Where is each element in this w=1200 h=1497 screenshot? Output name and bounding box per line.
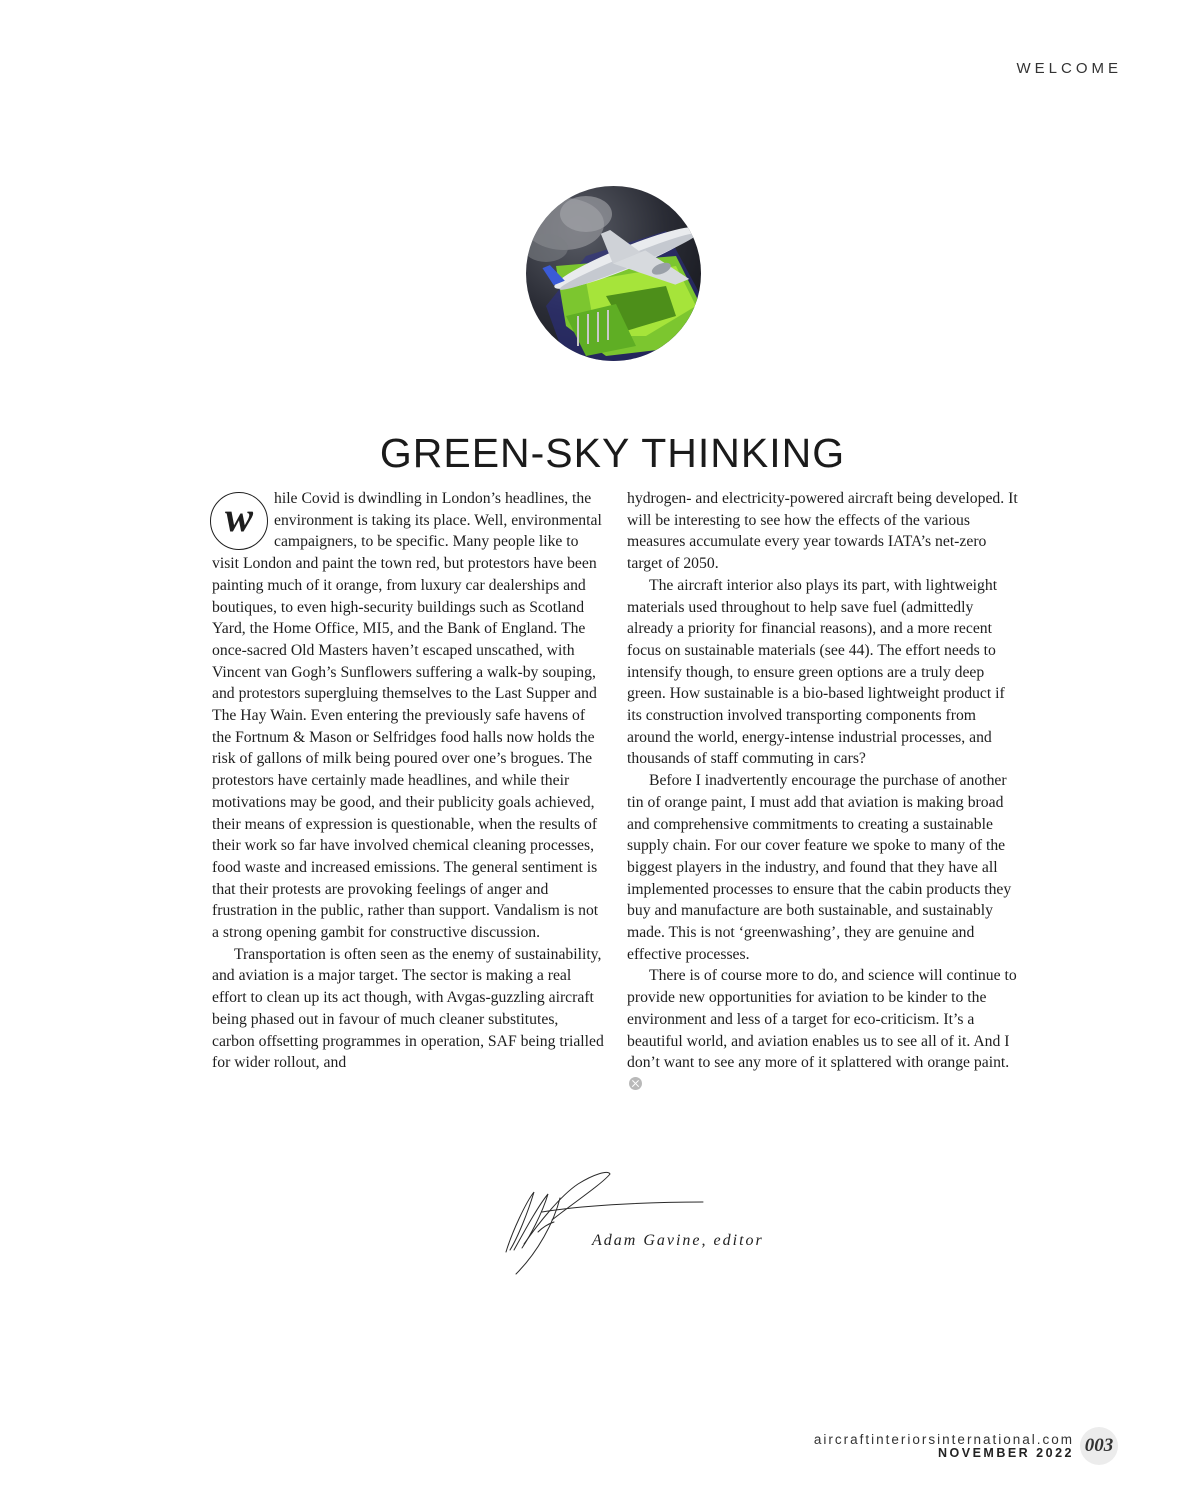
- article-column-left: [212, 488, 604, 1074]
- author-byline: Adam Gavine, editor: [592, 1232, 764, 1249]
- article-headline: GREEN-SKY THINKING: [379, 430, 846, 476]
- handwritten-signature: [498, 1162, 713, 1287]
- aircraft-green-graphic-image: [526, 186, 701, 361]
- footer-website: aircraftinteriorsinternational.com: [813, 1432, 1074, 1447]
- hero-image: [526, 186, 701, 361]
- paragraph-1: hile Covid is dwindling in London’s headlines, the environment is taking its place. Well, environmental campaigners, to be specific. Many people like to visit London and paint the town red, but protestors have been painting much of it orange, from luxury car dealerships and boutiques, to even high-security buildings such as Scotland Yard, the Home Office, MI5, and the Bank of England. The once-sacred Old Masters haven’t escaped unscathed, with Vincent van Gogh’s Sunflowers suffering a walk-by souping, and protestors supergluing themselves to the Last Supper and The Hay Wain. Even entering the previously safe havens of the Fortnum & Mason or Selfridges food halls now holds the risk of gallons of milk being poured over one’s brogues. The protestors have certainly made headlines, and while their motivations may be good, and their publicity goals achieved, their means of expression is questionable, when the results of their work so far have involved chemical cleaning processes, food waste and increased emissions. The general sentiment is that their protests are provoking feelings of anger and frustration in the public, rather than support. Vandalism is not a strong opening gambit for constructive discussion.: [212, 490, 602, 942]
- section-label: WELCOME: [1016, 60, 1122, 77]
- drop-cap: w: [210, 492, 268, 550]
- paragraph-5: There is of course more to do, and science will continue to provide new opportunities for aviation to be kinder to the environment and less of a target for eco-criticism. It’s a beautiful world, and aviation enables us to see all of it. And I don’t want to see any more of it splattered with orange paint.: [627, 967, 1017, 1072]
- paragraph-4: Before I inadvertently encourage the purchase of another tin of orange paint, I must add that aviation is making broad and comprehensive commitments to creating a sustainable supply chain. For our cover feature we spoke to many of the biggest players in the industry, and found that they have all implemented processes to ensure that the cabin products they buy and manufacture are both sustainable, and sustainably made. This is not ‘greenwashing’, they are genuine and effective processes.: [627, 772, 1012, 963]
- end-of-article-icon: [629, 1077, 642, 1090]
- page-footer: [814, 1432, 1074, 1460]
- footer-issue-date: NOVEMBER 2022: [937, 1446, 1074, 1460]
- article-column-right: [627, 488, 1019, 1096]
- paragraph-3: The aircraft interior also plays its part, with lightweight materials used throughout to help save fuel (admittedly already a priority for financial reasons), and a more recent focus on sustainable materials (see 44). The effort needs to intensify though, to ensure green options are a truly deep green. How sustainable is a bio-based lightweight product if its construction involved transporting components from around the world, energy-intense industrial processes, and thousands of staff commuting in cars?: [627, 576, 1005, 768]
- page-number: 003: [1080, 1427, 1118, 1465]
- paragraph-2-end: hydrogen- and electricity-powered aircraft being developed. It will be interesting to see how the effects of the various measures accumulate every year towards IATA’s net-zero target of 2050.: [627, 490, 1018, 573]
- paragraph-2-start: Transportation is often seen as the enemy of sustainability, and aviation is a major target. The sector is making a real effort to clean up its act though, with Avgas-guzzling aircraft being phased out in favour of much cleaner substitutes, carbon offsetting programmes in operation, SAF being trialled for wider rollout, and: [212, 945, 604, 1072]
